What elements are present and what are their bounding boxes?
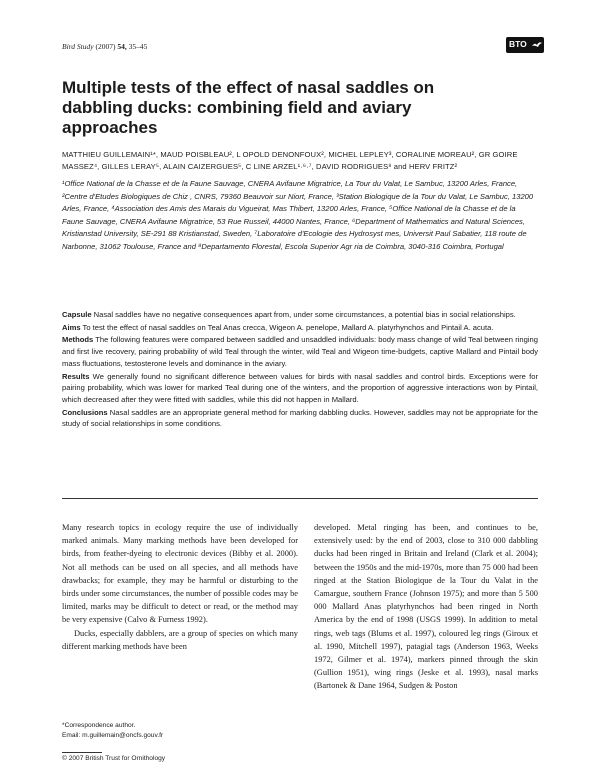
abstract-conclusions (62, 407, 538, 430)
correspondence-note: *Correspondence author. (62, 722, 136, 729)
abstract-aims (62, 322, 538, 334)
correspondence-email: Email: m.guillemain@oncfs.gouv.fr (62, 732, 164, 739)
bto-logo (506, 37, 544, 53)
body-column-left (62, 521, 298, 653)
capsule-label: Capsule (62, 310, 92, 319)
article-title: Multiple tests of the effect of nasal saddles on dabbling ducks: combining field and aviary approaches (62, 78, 435, 137)
results-text: We generally found no significant difference between values for birds with nasal saddles and control birds. Exceptions were for pairing probability, which was lower for marked Teal during one of the winters, and the proportion of aggressive interactions won by Pintail, which decreased after they were fitted with saddles, while this did not happen in Mallard. (62, 371, 538, 404)
bird-icon (532, 40, 542, 50)
results-label: Results (62, 371, 90, 381)
abstract-results (62, 371, 538, 406)
journal-citation (62, 42, 147, 51)
journal-volume: 54, (117, 42, 127, 51)
capsule-text: Nasal saddles have no negative consequences apart from, under some circumstances, a potential bias in social relationships. (91, 310, 516, 319)
bto-logo-text: BTO (509, 39, 527, 49)
copyright-notice: © 2007 British Trust for Ornithology (62, 755, 166, 762)
author-affiliations: ¹Office National de la Chasse et de la Faune Sauvage, CNERA Avifaune Migratrice, La Tour du Valat, Le Sambuc, 13200 Arles, France, ²Centre d'Etudes Biologiques de Chiz , CNRS, 79360 Beauvoir sur Niort, France, ³Station Biologique de la Tour du Valat, Le Sambuc, 13200 Arles, France, ⁴Association des Amis des Marais du Vigueirat, Mas Thibert, 13200 Arles, France, ⁵Office National de la Chasse et de la Faune Sauvage, CNERA Avifaune Migratrice, 53 Rue Russeil, 44000 Nantes, France, ⁶Department of Mathematics and Natural Sciences, Kristianstad University, SE-291 88 Kristianstad, Sweden, ⁷Laboratoire d'Ecologie des Hydrosyst mes, Universit Paul Sabatier, 118 route de Narbonne, 31062 Toulouse, France and ⁸Departamento Florestal, Escola Superior Agr ria de Coimbra, 3040-316 Coimbra, Portugal (62, 179, 534, 251)
abstract (62, 309, 538, 431)
body-column-right (314, 521, 538, 693)
journal-year: (2007) (95, 42, 116, 51)
methods-text: The following features were compared between saddled and unsaddled individuals: body mass change of wild Teal between ringing and first live recovery, pairing probability of wild Teal through the winter, wild Teal and Wigeon time-budgets, captive Mallard and Pintail body mass fluctuations, testosterone levels and dominance in the aviary. (62, 335, 538, 368)
abstract-methods (62, 334, 538, 369)
abstract-capsule (62, 309, 538, 321)
aims-text: To test the effect of nasal saddles on Teal Anas crecca, Wigeon A. penelope, Mallard A. platyrhynchos and Pintail A. acuta. (80, 322, 494, 332)
abstract-divider (62, 498, 538, 499)
body-paragraph: Ducks, especially dabblers, are a group of species on which many different marking methods have been (62, 628, 298, 651)
journal-pages: 35–45 (128, 42, 148, 51)
methods-label: Methods (62, 335, 94, 345)
conclusions-text: Nasal saddles are an appropriate general method for marking dabbling ducks. However, saddles may not be appropriate for the study of social relationships in some conditions. (62, 407, 538, 429)
footnote-divider (62, 752, 102, 753)
conclusions-label: Conclusions (62, 407, 108, 417)
journal-name: Bird Study (62, 42, 94, 51)
author-list: MATTHIEU GUILLEMAIN¹*, MAUD POISBLEAU², L OPOLD DENONFOUX², MICHEL LEPLEY³, CORALINE MOREAU², GR GOIRE MASSEZ⁴, GILLES LERAY⁵, ALAIN CAIZERGUES⁵, C LINE ARZEL¹·⁶·⁷, DAVID RODRIGUES⁸ and HERV FRITZ² (62, 150, 518, 171)
aims-label: Aims (62, 322, 81, 332)
body-paragraph: Many research topics in ecology require the use of individually marked animals. Many marking methods have been developed for birds, from feather-dyeing to electronic devices (Bibby et al. 2000). Not all methods can be used on all species, and all methods have drawbacks; for example, they may be harmful or disturbing to the birds under some circumstances, the number of possible codes may be limited, marks may be difficult to detect or read, or the method may be very expensive (Calvo & Furness 1992). (62, 523, 298, 625)
body-paragraph: developed. Metal ringing has been, and continues to be, extensively used: by the end of 2003, close to 310 000 dabbling ducks had been ringed in Britain and Ireland (Clark et al. 2004); between the 1950s and the mid-1970s, more than 75 000 had been ringed at the Station Biologique de la Tour du Valat in the Camargue, southern France (Johnson 1975); and more than 5 500 000 Mallard Anas platyrhynchos had been ringed in North America by the end of 1998 (USGS 1999). In addition to metal rings, web tags (Blums et al. 1997), coloured leg rings (Giroux et al. 1990, Mitchell 1997), patagial tags (Anderson 1963, Weeks 1972, Gilmer et al. 1974), markers pinned through the skin (Gullion 1951), wing rings (Jeske et al. 1993), nasal marks (Bartonek & Dane 1964, Sudgen & Poston (314, 523, 538, 691)
